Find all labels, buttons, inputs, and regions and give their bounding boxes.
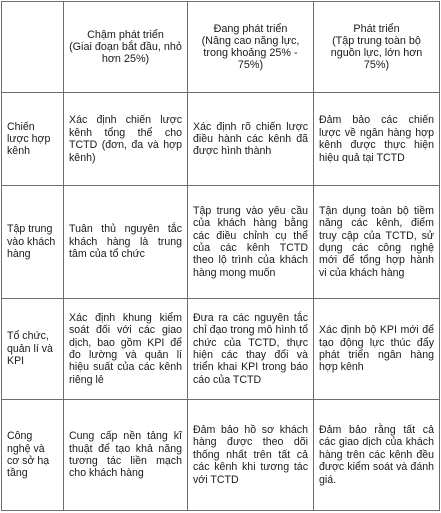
table-cell: Xác định chiến lược kênh tổng thể cho TCTD (đơn, đa và hợp kênh)	[64, 93, 188, 185]
table-cell: Tận dụng toàn bộ tiềm năng các kênh, điểm truy cập của TCTD, sử dụng các công nghệ mới để tổng hợp hành vi của khách hàng	[314, 185, 440, 298]
column-header-slow	[64, 2, 188, 93]
column-title: Đang phát triển	[213, 22, 288, 35]
column-title: Phát triển	[353, 22, 400, 35]
table-cell: Xác định rõ chiến lược điều hành các kênh đã được hình thành	[188, 93, 314, 185]
comparison-table	[1, 1, 440, 511]
table-cell: Xác định bộ KPI mới để tạo động lực thúc đẩy phát triển ngân hàng hợp kênh	[314, 299, 440, 400]
table-cell: Đảm bảo hồ sơ khách hàng được theo dõi thống nhất trên tất cả các kênh khi tương tác với TCTD	[188, 399, 314, 510]
row-label: Chiến lược hợp kênh	[2, 93, 64, 185]
column-subtitle: (Giai đoạn bắt đầu, nhỏ hơn 25%)	[69, 41, 182, 66]
table-cell: Đảm bảo rằng tất cả các giao dịch của khách hàng trên các kênh đều được kiểm soát và đánh giá.	[314, 399, 440, 510]
table-row	[2, 185, 440, 298]
row-label: Tổ chức, quản lí và KPI	[2, 299, 64, 400]
table-cell: Cung cấp nền tảng kĩ thuật để tạo khả năng tương tác liền mạch cho khách hàng	[64, 399, 188, 510]
table-row	[2, 299, 440, 400]
table-cell: Tuân thủ nguyên tắc khách hàng là trung tâm của tổ chức	[64, 185, 188, 298]
table-row	[2, 399, 440, 510]
row-label: Công nghệ và cơ sở hạ tầng	[2, 399, 64, 510]
header-row	[2, 2, 440, 93]
table-cell: Xác định khung kiểm soát đối với các giao dịch, bao gồm KPI để đo lường và quản lí hiệu suất của các kênh riêng lẻ	[64, 299, 188, 400]
header-corner-cell	[2, 2, 64, 93]
column-subtitle: (Tập trung toàn bộ nguồn lực, lớn hơn 75%)	[330, 35, 423, 72]
table-cell: Tập trung vào yêu cầu của khách hàng bằng các điều chỉnh cụ thể của các kênh TCTD theo lộ trình của khách hàng mong muốn	[188, 185, 314, 298]
column-subtitle: (Nâng cao năng lực, trong khoảng 25% - 75%)	[201, 35, 300, 72]
table-row	[2, 93, 440, 185]
table-cell: Đảm bảo các chiến lược về ngân hàng hợp kênh được thực hiện hiệu quả tại TCTD	[314, 93, 440, 185]
column-header-developed	[314, 2, 440, 93]
column-header-developing	[188, 2, 314, 93]
column-title: Chậm phát triển	[87, 28, 164, 41]
row-label: Tập trung vào khách hàng	[2, 185, 64, 298]
table-cell: Đưa ra các nguyên tắc chỉ đạo trong mô hình tổ chức của TCTD, thực hiện các thay đổi và triển khai KPI trong báo cáo của TCTD	[188, 299, 314, 400]
